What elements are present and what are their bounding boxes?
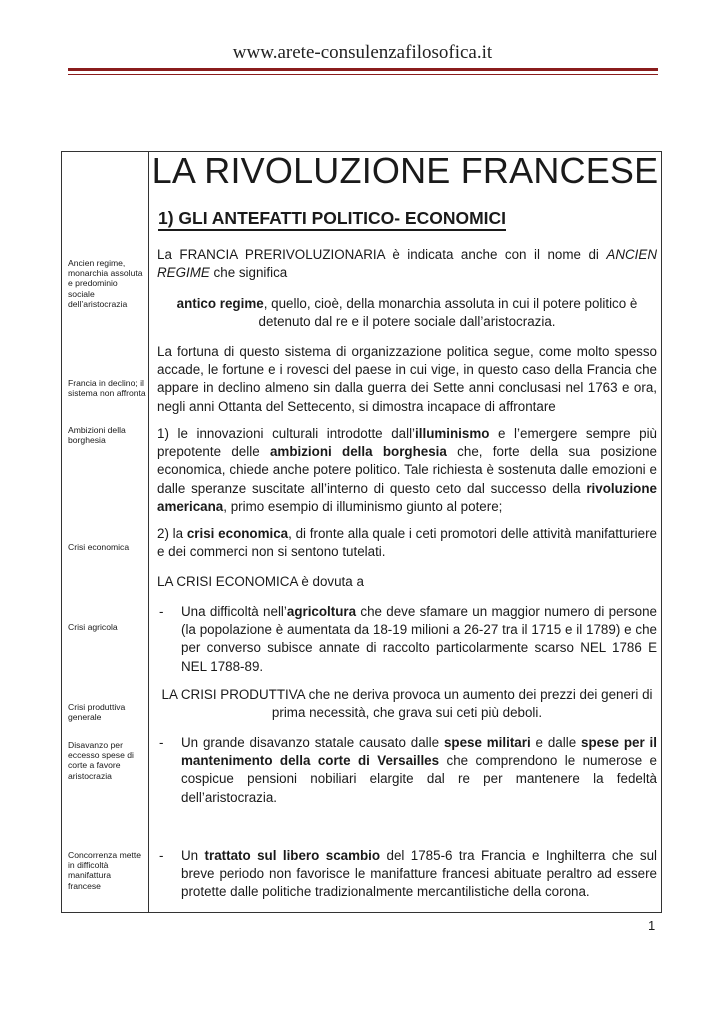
page-number: 1 [648,918,656,933]
margin-note-concorrenza: Concorrenza mette in difficoltà manifattura francese [68,850,142,891]
section-heading: 1) GLI ANTEFATTI POLITICO- ECONOMICI [158,207,506,231]
header-rule-thick [68,68,658,71]
margin-note-crisi-agricola: Crisi agricola [68,622,118,632]
paragraph-francia-prerivoluzionaria: La FRANCIA PRERIVOLUZIONARIA è indicata anche con il nome di ANCIEN REGIME che significa [157,247,657,281]
bullet-text: Un grande disavanzo statale causato dalle spese militari e dalle spese per il mantenimento della corte di Versailles che comprendono le numerose e cospicue pensioni nobiliari elargite dal re per mantenere la fedeltà dell’aristocrazia. [181,735,657,805]
margin-note-crisi-economica: Crisi economica [68,542,130,552]
header-rule-thin [68,74,658,75]
margin-note-ambizioni-borghesia: Ambizioni della borghesia [68,425,126,446]
paragraph-illuminismo: 1) le innovazioni culturali introdotte dall’illuminismo e l’emergere sempre più prepotente delle ambizioni della borghesia che, forte della sua posizione economica, chiede anche potere politico. Tale richiesta è sostenuta dalle emozioni e dalle speranze suscitate all’interno di questo ceto dal successo della rivoluzione americana, primo esempio di illuminismo giunto al potere; [157,426,658,514]
margin-note-disavanzo: Disavanzo per eccesso spese di corte a favore aristocrazia [68,740,134,781]
bullet-dash: - [159,848,164,863]
margin-note-francia-declino: Francia in declino; il sistema non affronta [68,378,146,399]
paragraph-crisi-dovuta: LA CRISI ECONOMICA è dovuta a [157,574,364,589]
margin-divider [148,151,149,913]
paragraph-antico-regime: antico regime, quello, cioè, della monarchia assoluta in cui il potere politico è detenuto dal re e il potere sociale dall’aristocrazia. [176,296,638,330]
bullet-text: Un trattato sul libero scambio del 1785-6 tra Francia e Inghilterra che sul breve periodo non favorisce le manifatture francesi abituate peraltro ad essere protette dalle politiche tradizionalmente mercantilistiche della corona. [181,848,657,900]
paragraph-crisi-economica: 2) la crisi economica, di fronte alla quale i ceti promotori delle attività manifatturiere e dei commerci non si sentono tutelati. [157,526,657,560]
page-title: LA RIVOLUZIONE FRANCESE [151,150,659,191]
bullet-dash: - [159,604,164,619]
site-url[interactable]: www.arete-consulenzafilosofica.it [232,42,493,63]
bullet-dash: - [159,735,164,750]
paragraph-fortuna-sistema: La fortuna di questo sistema di organizzazione politica segue, come molto spesso accade, le fortune e i rovesci del paese in cui vige, in questo caso della Francia che appare in declino almeno sin dalla guerra dei Sette anni conclusasi nel 1763 e ora, negli anni Ottanta del Settecento, si dimostra incapace di affrontare [157,344,657,414]
bullet-disavanzo [157,734,657,807]
paragraph-crisi-produttiva: LA CRISI PRODUTTIVA che ne deriva provoca un aumento dei prezzi dei generi di prima necessità, che grava sui ceti più deboli. [161,687,653,721]
margin-note-ancien-regime: Ancien regime, monarchia assoluta e predominio sociale dell’aristocrazia [68,258,143,309]
bullet-text: Una difficoltà nell’agricoltura che deve sfamare un maggior numero di persone (la popolazione è aumentata da 18-19 milioni a 26-27 tra il 1715 e il 1789) e che per converso subisce annate di raccolto particolarmente scarso NEL 1786 E NEL 1788-89. [181,604,657,674]
bullet-trattato [157,847,657,902]
margin-note-crisi-produttiva: Crisi produttiva generale [68,702,126,723]
bullet-agricoltura [157,603,657,676]
